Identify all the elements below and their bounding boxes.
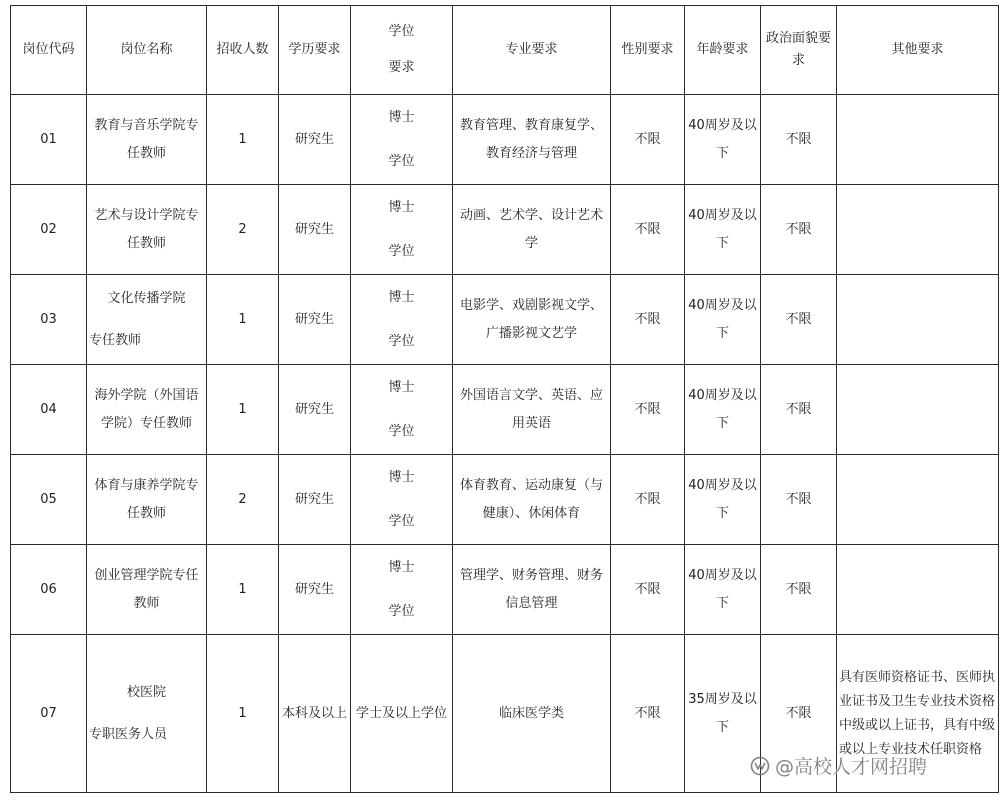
cell-name: 艺术与设计学院专任教师	[87, 185, 207, 275]
recruitment-table	[10, 5, 999, 793]
header-code: 岗位代码	[11, 6, 87, 95]
cell-other	[837, 275, 999, 365]
table-row	[11, 365, 999, 455]
cell-major: 临床医学类	[453, 635, 611, 793]
cell-count: 2	[207, 455, 279, 545]
cell-name: 教育与音乐学院专任教师	[87, 95, 207, 185]
cell-degree-line1: 博士	[388, 199, 415, 215]
cell-gender: 不限	[611, 635, 685, 793]
cell-degree-line1: 博士	[388, 109, 415, 125]
cell-education: 研究生	[279, 365, 351, 455]
cell-gender: 不限	[611, 185, 685, 275]
cell-education: 研究生	[279, 545, 351, 635]
header-gender: 性别要求	[611, 6, 685, 95]
cell-degree-line1: 博士	[388, 289, 415, 305]
cell-degree-line2: 学位	[388, 513, 415, 529]
header-education: 学历要求	[279, 6, 351, 95]
cell-politics: 不限	[761, 365, 837, 455]
watermark-text: @高校人才网招聘	[775, 756, 928, 778]
cell-politics: 不限	[761, 455, 837, 545]
cell-politics: 不限	[761, 275, 837, 365]
cell-degree-line2: 学位	[388, 333, 415, 349]
cell-degree-line1: 博士	[388, 559, 415, 575]
cell-name	[87, 635, 207, 793]
cell-major: 电影学、戏剧影视文学、广播影视文艺学	[453, 275, 611, 365]
cell-degree	[351, 95, 453, 185]
cell-degree	[351, 185, 453, 275]
table-row	[11, 455, 999, 545]
cell-age: 40周岁及以下	[685, 275, 761, 365]
cell-degree	[351, 275, 453, 365]
cell-gender: 不限	[611, 95, 685, 185]
header-other: 其他要求	[837, 6, 999, 95]
cell-degree	[351, 545, 453, 635]
cell-code: 03	[11, 275, 87, 365]
header-degree	[351, 6, 453, 95]
cell-degree-line2: 学位	[388, 603, 415, 619]
cell-age: 40周岁及以下	[685, 545, 761, 635]
table-header-row	[11, 6, 999, 95]
cell-code: 06	[11, 545, 87, 635]
cell-degree-line2: 学位	[388, 243, 415, 259]
header-degree-line2: 要求	[388, 60, 415, 75]
cell-degree	[351, 455, 453, 545]
cell-degree-line1: 博士	[388, 469, 415, 485]
cell-degree	[351, 365, 453, 455]
cell-count: 2	[207, 185, 279, 275]
cell-name-line2: 专职医务人员	[89, 726, 168, 742]
cell-age: 40周岁及以下	[685, 95, 761, 185]
cell-major: 外国语言文学、英语、应用英语	[453, 365, 611, 455]
header-count: 招收人数	[207, 6, 279, 95]
cell-major: 管理学、财务管理、财务信息管理	[453, 545, 611, 635]
cell-education: 本科及以上	[279, 635, 351, 793]
cell-gender: 不限	[611, 455, 685, 545]
cell-degree-line2: 学位	[388, 153, 415, 169]
cell-degree-line2: 学位	[388, 423, 415, 439]
cell-age: 40周岁及以下	[685, 455, 761, 545]
cell-name	[87, 275, 207, 365]
header-name: 岗位名称	[87, 6, 207, 95]
cell-code: 02	[11, 185, 87, 275]
cell-degree: 学士及以上学位	[351, 635, 453, 793]
cell-education: 研究生	[279, 455, 351, 545]
cell-code: 04	[11, 365, 87, 455]
cell-count: 1	[207, 365, 279, 455]
cell-other	[837, 545, 999, 635]
cell-other-text: 具有医师资格证书、医师执业证书及卫生专业技术资格中级或以上证书，具有中级或以上专业技术任职资格	[839, 669, 996, 757]
cell-other	[837, 95, 999, 185]
cell-name-line1: 文化传播学院	[107, 290, 186, 306]
cell-code: 01	[11, 95, 87, 185]
table-row	[11, 95, 999, 185]
cell-politics: 不限	[761, 185, 837, 275]
cell-gender: 不限	[611, 545, 685, 635]
cell-name-line1: 校医院	[126, 684, 166, 700]
cell-degree-line1: 博士	[388, 379, 415, 395]
cell-other	[837, 185, 999, 275]
cell-count: 1	[207, 635, 279, 793]
cell-major: 动画、艺术学、设计艺术学	[453, 185, 611, 275]
cell-count: 1	[207, 95, 279, 185]
header-degree-line1: 学位	[388, 24, 415, 39]
header-politics: 政治面貌要求	[761, 6, 837, 95]
watermark	[750, 752, 927, 779]
cell-count: 1	[207, 275, 279, 365]
cell-gender: 不限	[611, 365, 685, 455]
cell-education: 研究生	[279, 185, 351, 275]
cell-name-line2: 专任教师	[89, 332, 142, 348]
wechat-channel-icon	[750, 756, 770, 776]
cell-education: 研究生	[279, 275, 351, 365]
table-row	[11, 185, 999, 275]
cell-name: 体育与康养学院专任教师	[87, 455, 207, 545]
cell-major: 体育教育、运动康复（与健康）、休闲体育	[453, 455, 611, 545]
cell-politics: 不限	[761, 95, 837, 185]
cell-age: 35周岁及以下	[685, 635, 761, 793]
cell-count: 1	[207, 545, 279, 635]
cell-age: 40周岁及以下	[685, 365, 761, 455]
cell-code: 07	[11, 635, 87, 793]
cell-gender: 不限	[611, 275, 685, 365]
cell-politics: 不限	[761, 635, 837, 793]
header-age: 年龄要求	[685, 6, 761, 95]
cell-age: 40周岁及以下	[685, 185, 761, 275]
cell-code: 05	[11, 455, 87, 545]
table-row	[11, 545, 999, 635]
table-row	[11, 275, 999, 365]
header-major: 专业要求	[453, 6, 611, 95]
cell-education: 研究生	[279, 95, 351, 185]
cell-name: 创业管理学院专任教师	[87, 545, 207, 635]
cell-name: 海外学院（外国语学院）专任教师	[87, 365, 207, 455]
cell-major: 教育管理、教育康复学、教育经济与管理	[453, 95, 611, 185]
cell-politics: 不限	[761, 545, 837, 635]
cell-other	[837, 455, 999, 545]
cell-other	[837, 365, 999, 455]
